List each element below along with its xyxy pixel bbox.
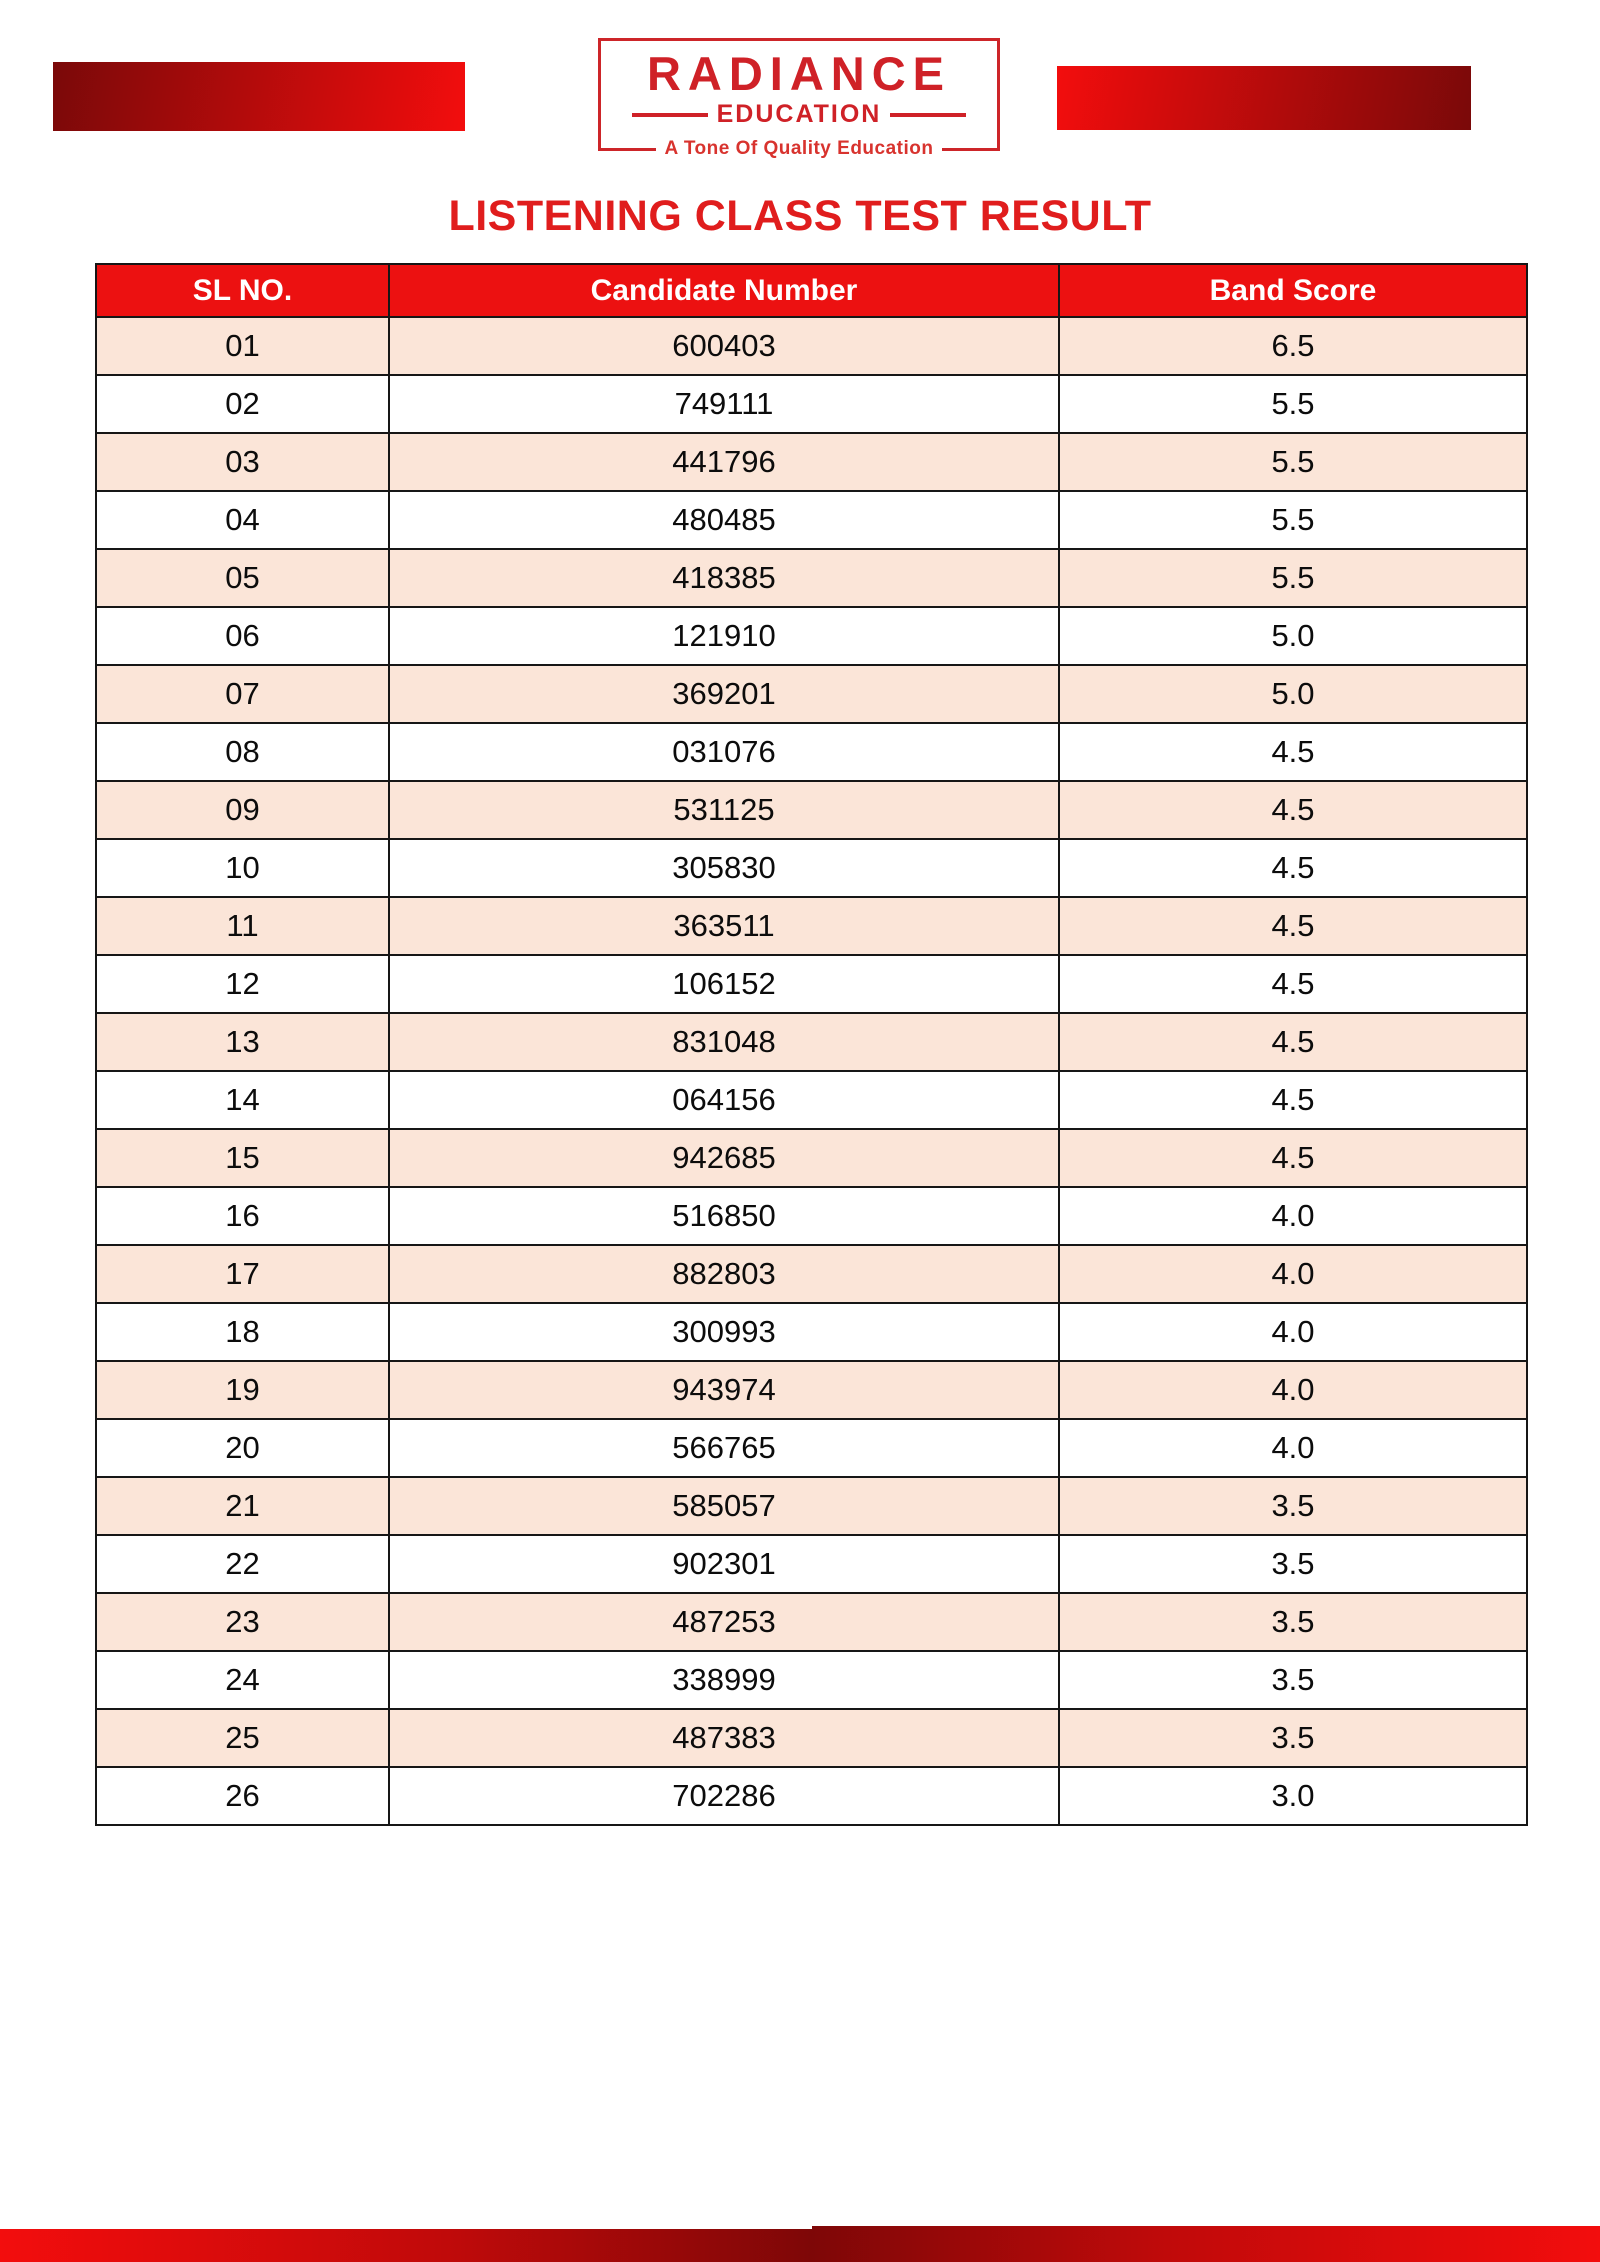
candidate-cell: 064156 [389,1071,1059,1129]
sl-cell: 25 [96,1709,389,1767]
table-header-row [96,264,1527,317]
candidate-cell: 531125 [389,781,1059,839]
band-cell: 5.5 [1059,549,1527,607]
band-cell: 4.5 [1059,1071,1527,1129]
candidate-cell: 585057 [389,1477,1059,1535]
band-cell: 4.5 [1059,1129,1527,1187]
candidate-cell: 031076 [389,723,1059,781]
brand-name: RADIANCE [646,47,952,100]
table-row [96,1593,1527,1651]
candidate-cell: 600403 [389,317,1059,375]
band-cell: 5.0 [1059,607,1527,665]
sl-cell: 18 [96,1303,389,1361]
band-cell: 3.5 [1059,1709,1527,1767]
candidate-cell: 566765 [389,1419,1059,1477]
band-cell: 4.5 [1059,897,1527,955]
table-row [96,1535,1527,1593]
candidate-cell: 369201 [389,665,1059,723]
sl-cell: 20 [96,1419,389,1477]
candidate-cell: 300993 [389,1303,1059,1361]
candidate-cell: 487383 [389,1709,1059,1767]
col-header-band-score: Band Score [1059,264,1527,317]
logo [598,38,1000,159]
logo-tagline-rule-right [942,148,1000,151]
candidate-cell: 943974 [389,1361,1059,1419]
band-cell: 5.5 [1059,375,1527,433]
candidate-cell: 487253 [389,1593,1059,1651]
table-row [96,549,1527,607]
table-row [96,1071,1527,1129]
header-gradient-bar-left [53,62,465,131]
candidate-cell: 902301 [389,1535,1059,1593]
candidate-cell: 363511 [389,897,1059,955]
brand-tagline-row [598,138,1000,160]
table-row [96,897,1527,955]
table-row [96,491,1527,549]
results-table [95,263,1528,1826]
table-row [96,607,1527,665]
candidate-cell: 882803 [389,1245,1059,1303]
table-row [96,1651,1527,1709]
page-title: LISTENING CLASS TEST RESULT [448,192,1152,240]
band-cell: 4.5 [1059,781,1527,839]
sl-cell: 06 [96,607,389,665]
col-header-candidate-number: Candidate Number [389,264,1059,317]
sl-cell: 13 [96,1013,389,1071]
table-header [96,264,1527,317]
sl-cell: 12 [96,955,389,1013]
footer-gradient-bar-right [812,2226,1600,2262]
table-row [96,781,1527,839]
table-row [96,1767,1527,1825]
sl-cell: 07 [96,665,389,723]
band-cell: 4.0 [1059,1245,1527,1303]
band-cell: 4.5 [1059,1013,1527,1071]
sl-cell: 24 [96,1651,389,1709]
sl-cell: 16 [96,1187,389,1245]
band-cell: 3.5 [1059,1651,1527,1709]
band-cell: 4.0 [1059,1361,1527,1419]
band-cell: 6.5 [1059,317,1527,375]
table-row [96,433,1527,491]
sl-cell: 04 [96,491,389,549]
candidate-cell: 942685 [389,1129,1059,1187]
candidate-cell: 702286 [389,1767,1059,1825]
candidate-cell: 106152 [389,955,1059,1013]
candidate-cell: 441796 [389,433,1059,491]
sl-cell: 22 [96,1535,389,1593]
band-cell: 4.0 [1059,1187,1527,1245]
band-cell: 3.5 [1059,1477,1527,1535]
sl-cell: 08 [96,723,389,781]
table-row [96,1477,1527,1535]
sl-cell: 23 [96,1593,389,1651]
brand-subtitle: EDUCATION [716,100,882,128]
band-cell: 5.0 [1059,665,1527,723]
table-row [96,1303,1527,1361]
sl-cell: 01 [96,317,389,375]
sl-cell: 17 [96,1245,389,1303]
table-row [96,1709,1527,1767]
candidate-cell: 831048 [389,1013,1059,1071]
sl-cell: 14 [96,1071,389,1129]
candidate-cell: 338999 [389,1651,1059,1709]
candidate-cell: 418385 [389,549,1059,607]
table-row [96,1187,1527,1245]
table-row [96,1419,1527,1477]
brand-subtitle-row [601,100,997,129]
table-row [96,375,1527,433]
sl-cell: 26 [96,1767,389,1825]
table-row [96,955,1527,1013]
sl-cell: 02 [96,375,389,433]
sl-cell: 03 [96,433,389,491]
candidate-cell: 516850 [389,1187,1059,1245]
band-cell: 4.5 [1059,955,1527,1013]
table-row [96,1129,1527,1187]
sl-cell: 15 [96,1129,389,1187]
sl-cell: 19 [96,1361,389,1419]
header-gradient-bar-right [1057,66,1471,130]
table-row [96,317,1527,375]
band-cell: 4.0 [1059,1419,1527,1477]
sl-cell: 21 [96,1477,389,1535]
sl-cell: 05 [96,549,389,607]
band-cell: 4.5 [1059,723,1527,781]
table-body [96,317,1527,1825]
band-cell: 3.0 [1059,1767,1527,1825]
sl-cell: 09 [96,781,389,839]
sl-cell: 11 [96,897,389,955]
table-row [96,665,1527,723]
band-cell: 5.5 [1059,491,1527,549]
logo-dash-left [632,113,708,117]
band-cell: 4.0 [1059,1303,1527,1361]
table-row [96,1245,1527,1303]
candidate-cell: 305830 [389,839,1059,897]
table-row [96,723,1527,781]
logo-dash-right [890,113,966,117]
band-cell: 3.5 [1059,1593,1527,1651]
candidate-cell: 480485 [389,491,1059,549]
footer-gradient-bar-left [0,2229,812,2262]
table-row [96,839,1527,897]
candidate-cell: 121910 [389,607,1059,665]
candidate-cell: 749111 [389,375,1059,433]
table-row [96,1013,1527,1071]
brand-tagline: A Tone Of Quality Education [664,138,934,159]
col-header-sl-no: SL NO. [96,264,389,317]
band-cell: 4.5 [1059,839,1527,897]
logo-tagline-rule-left [598,148,656,151]
table-row [96,1361,1527,1419]
band-cell: 5.5 [1059,433,1527,491]
band-cell: 3.5 [1059,1535,1527,1593]
sl-cell: 10 [96,839,389,897]
